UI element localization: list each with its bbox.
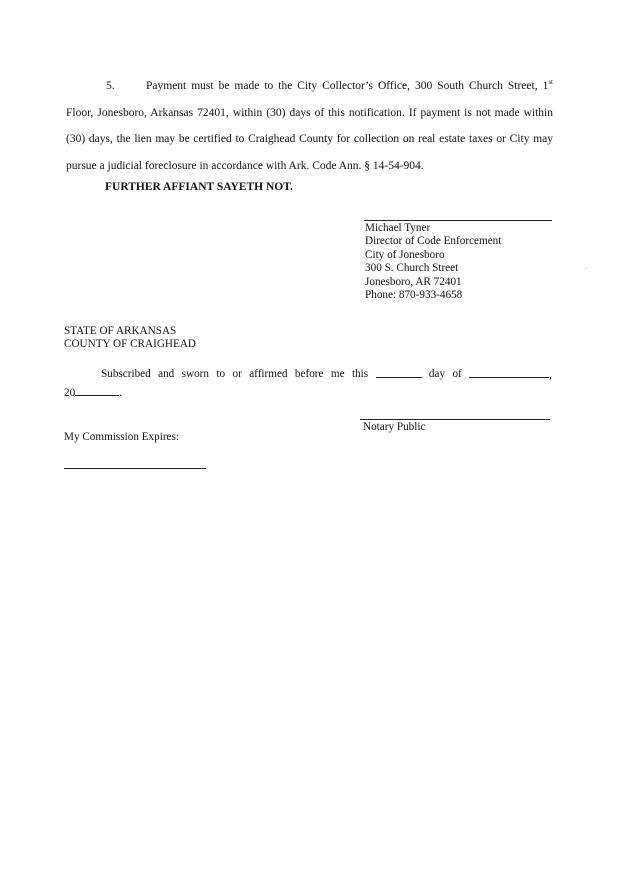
commission-expires-label: My Commission Expires: — [64, 431, 179, 443]
jurat-word: or — [232, 368, 242, 380]
year-prefix: 20 — [64, 386, 76, 399]
jurat-word: me — [330, 368, 345, 380]
paragraph-text-part1: Payment must be made to the City Collector’s Office, 300 South Church Street, 1 — [146, 80, 549, 92]
commission-expires-line — [64, 468, 206, 469]
year-blank[interactable] — [75, 384, 119, 396]
jurat-word: day — [428, 368, 446, 380]
jurat-word: to — [216, 368, 226, 380]
jurat-word: sworn — [181, 368, 210, 380]
jurat-statement — [64, 366, 552, 401]
jurat-line-2 — [64, 384, 552, 402]
signer-street-address: 300 S. Church Street — [365, 262, 459, 275]
day-number-blank[interactable] — [376, 366, 422, 378]
closing-statement: FURTHER AFFIANT SAYETH NOT. — [105, 181, 293, 193]
signer-name: Michael Tyner — [365, 222, 431, 234]
jurat-word: and — [158, 368, 175, 380]
month-blank[interactable] — [469, 366, 549, 378]
venue-state: STATE OF ARKANSAS — [64, 325, 177, 337]
jurat-word: this — [351, 368, 369, 380]
notary-signature-line — [360, 419, 550, 420]
signer-organization: City of Jonesboro — [365, 248, 445, 261]
jurat-word: before — [294, 368, 324, 380]
jurat-word: affirmed — [249, 368, 288, 380]
signer-city-state-zip: Jonesboro, AR 72401 — [365, 275, 462, 288]
venue-block — [64, 325, 196, 352]
jurat-line-1 — [64, 366, 552, 384]
signer-phone: Phone: 870-933-4658 — [365, 289, 463, 302]
paragraph-number: 5. — [106, 80, 115, 92]
ordinal-suffix: st — [548, 78, 553, 87]
jurat-period: . — [119, 386, 122, 399]
jurat-comma: , — [549, 369, 552, 381]
paragraph-text-part2: Floor, Jonesboro, Arkansas 72401, within (30) days of this notification. If payment is not made within (30) days, the lien may be certified to Craighead County for collection on real estate taxes or City may pursue a judicial foreclosure in accordance with Ark. Code Ann. § 14-54-904. — [66, 106, 553, 172]
scan-speck — [586, 268, 587, 269]
venue-county: COUNTY OF CRAIGHEAD — [64, 338, 196, 351]
signer-title: Director of Code Enforcement — [365, 235, 502, 248]
jurat-word: Subscribed — [101, 368, 151, 380]
paragraph-5 — [66, 73, 553, 179]
notary-label: Notary Public — [363, 421, 426, 433]
signature-line — [364, 220, 552, 221]
signature-block — [365, 222, 501, 302]
jurat-word: of — [452, 368, 462, 380]
